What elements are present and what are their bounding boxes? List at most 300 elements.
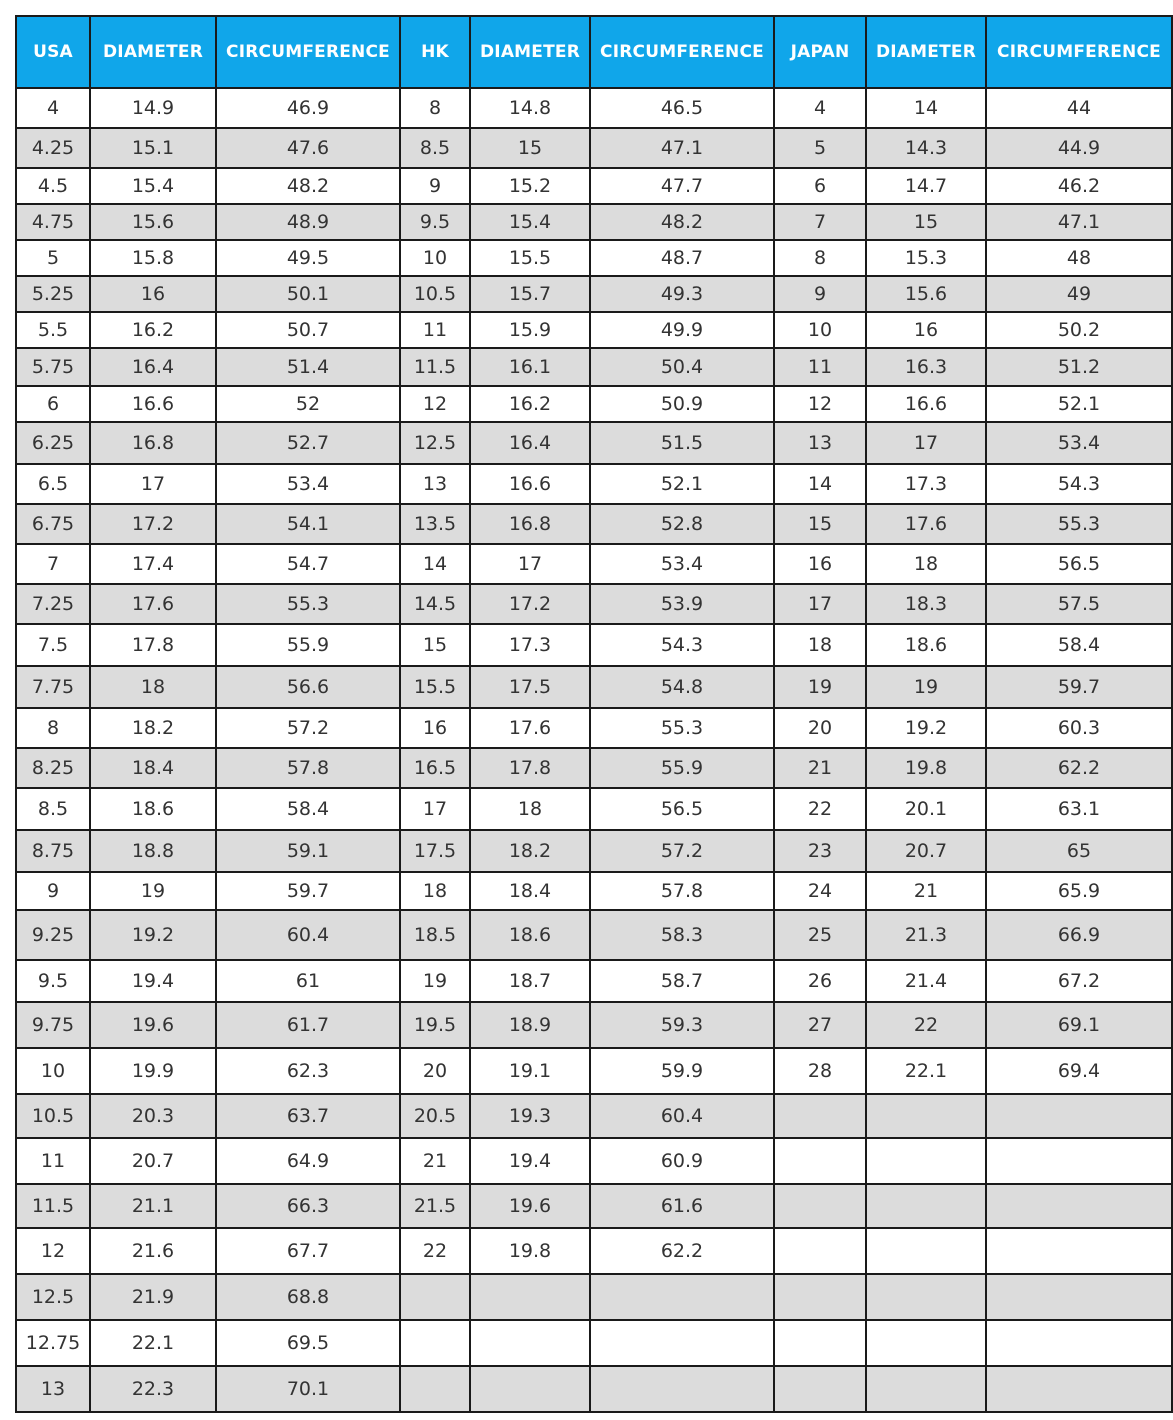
- table-cell: [774, 1184, 866, 1228]
- table-cell: 18.6: [90, 788, 216, 830]
- table-row: [16, 1048, 1172, 1094]
- table-row: [16, 504, 1172, 544]
- table-cell: 55.9: [590, 748, 774, 788]
- table-cell: 54.1: [216, 504, 400, 544]
- table-cell: 48.7: [590, 240, 774, 276]
- table-cell: 53.4: [590, 544, 774, 584]
- table-cell: 61.7: [216, 1002, 400, 1048]
- table-cell: 19.3: [470, 1094, 590, 1138]
- table-cell: 57.2: [590, 830, 774, 872]
- table-cell: 16: [774, 544, 866, 584]
- table-cell: [400, 1274, 470, 1320]
- table-cell: 15.9: [470, 312, 590, 348]
- table-cell: 27: [774, 1002, 866, 1048]
- table-cell: 49.5: [216, 240, 400, 276]
- table-cell: [986, 1228, 1172, 1274]
- table-row: [16, 830, 1172, 872]
- table-cell: [470, 1366, 590, 1412]
- table-cell: 47.6: [216, 128, 400, 168]
- table-cell: 51.4: [216, 348, 400, 386]
- table-cell: 11.5: [16, 1184, 90, 1228]
- table-row: [16, 1138, 1172, 1184]
- table-cell: 9.75: [16, 1002, 90, 1048]
- table-cell: 8.75: [16, 830, 90, 872]
- table-cell: [866, 1138, 986, 1184]
- table-cell: 21.6: [90, 1228, 216, 1274]
- table-cell: 50.4: [590, 348, 774, 386]
- table-cell: 20.3: [90, 1094, 216, 1138]
- header-hk: HK: [400, 16, 470, 88]
- table-cell: [986, 1274, 1172, 1320]
- table-cell: 22.1: [866, 1048, 986, 1094]
- table-cell: 6: [16, 386, 90, 422]
- table-cell: [774, 1366, 866, 1412]
- table-cell: 19.9: [90, 1048, 216, 1094]
- table-cell: 50.2: [986, 312, 1172, 348]
- table-cell: 18.6: [866, 624, 986, 666]
- table-cell: 17: [470, 544, 590, 584]
- header-hk-diameter: DIAMETER: [470, 16, 590, 88]
- table-cell: 55.3: [986, 504, 1172, 544]
- table-cell: 15: [866, 204, 986, 240]
- header-usa-circumference: CIRCUMFERENCE: [216, 16, 400, 88]
- header-japan-diameter: DIAMETER: [866, 16, 986, 88]
- table-cell: 14: [866, 88, 986, 128]
- table-cell: 13: [16, 1366, 90, 1412]
- table-cell: 4.25: [16, 128, 90, 168]
- table-cell: 15.7: [470, 276, 590, 312]
- table-row: [16, 584, 1172, 624]
- table-cell: 17.3: [470, 624, 590, 666]
- table-cell: 4: [774, 88, 866, 128]
- table-cell: 15.1: [90, 128, 216, 168]
- table-cell: 20: [400, 1048, 470, 1094]
- table-cell: 47.1: [986, 204, 1172, 240]
- table-cell: 15.3: [866, 240, 986, 276]
- table-row: [16, 666, 1172, 708]
- table-row: [16, 910, 1172, 960]
- table-cell: 63.7: [216, 1094, 400, 1138]
- header-usa: USA: [16, 16, 90, 88]
- table-cell: [866, 1228, 986, 1274]
- table-cell: 54.8: [590, 666, 774, 708]
- table-cell: 20.7: [866, 830, 986, 872]
- table-cell: 18.2: [90, 708, 216, 748]
- table-cell: [774, 1138, 866, 1184]
- table-cell: [866, 1366, 986, 1412]
- table-cell: 58.7: [590, 960, 774, 1002]
- table-row: [16, 1002, 1172, 1048]
- table-cell: 48.9: [216, 204, 400, 240]
- table-cell: 69.4: [986, 1048, 1172, 1094]
- table-cell: 63.1: [986, 788, 1172, 830]
- table-cell: 19: [90, 872, 216, 910]
- table-cell: 19.2: [90, 910, 216, 960]
- table-cell: 16.8: [470, 504, 590, 544]
- table-cell: 15: [774, 504, 866, 544]
- table-row: [16, 748, 1172, 788]
- table-cell: 20.1: [866, 788, 986, 830]
- table-cell: 20.5: [400, 1094, 470, 1138]
- table-cell: 9: [774, 276, 866, 312]
- table-row: [16, 168, 1172, 204]
- table-cell: 12.5: [400, 422, 470, 464]
- table-cell: 10: [16, 1048, 90, 1094]
- table-cell: 47.1: [590, 128, 774, 168]
- table-cell: 66.9: [986, 910, 1172, 960]
- table-cell: 68.8: [216, 1274, 400, 1320]
- table-cell: 19.6: [470, 1184, 590, 1228]
- table-cell: 49: [986, 276, 1172, 312]
- table-cell: [866, 1320, 986, 1366]
- table-cell: 5.75: [16, 348, 90, 386]
- table-row: [16, 88, 1172, 128]
- table-cell: 28: [774, 1048, 866, 1094]
- table-cell: 56.5: [590, 788, 774, 830]
- table-cell: 4: [16, 88, 90, 128]
- table-cell: 46.5: [590, 88, 774, 128]
- table-row: [16, 312, 1172, 348]
- table-row: [16, 960, 1172, 1002]
- table-cell: 9.25: [16, 910, 90, 960]
- table-cell: [774, 1094, 866, 1138]
- table-cell: 15.5: [400, 666, 470, 708]
- table-cell: 53.4: [986, 422, 1172, 464]
- table-cell: 19.2: [866, 708, 986, 748]
- table-cell: 48.2: [216, 168, 400, 204]
- table-cell: 19: [400, 960, 470, 1002]
- table-cell: [590, 1366, 774, 1412]
- table-cell: 53.9: [590, 584, 774, 624]
- table-cell: [866, 1094, 986, 1138]
- table-cell: 51.5: [590, 422, 774, 464]
- table-cell: 62.2: [590, 1228, 774, 1274]
- table-cell: 10.5: [400, 276, 470, 312]
- table-cell: 16.4: [90, 348, 216, 386]
- table-cell: 7: [774, 204, 866, 240]
- table-row: [16, 1184, 1172, 1228]
- table-cell: 64.9: [216, 1138, 400, 1184]
- table-cell: 56.6: [216, 666, 400, 708]
- table-cell: 62.2: [986, 748, 1172, 788]
- table-cell: 48.2: [590, 204, 774, 240]
- table-cell: 18.2: [470, 830, 590, 872]
- table-cell: 7.5: [16, 624, 90, 666]
- table-cell: 58.4: [216, 788, 400, 830]
- table-cell: 15.4: [470, 204, 590, 240]
- table-cell: 13: [774, 422, 866, 464]
- table-row: [16, 386, 1172, 422]
- table-cell: 10: [400, 240, 470, 276]
- table-cell: 15.6: [866, 276, 986, 312]
- table-cell: 18.9: [470, 1002, 590, 1048]
- header-row: [16, 16, 1172, 88]
- table-row: [16, 1320, 1172, 1366]
- table-cell: 9.5: [400, 204, 470, 240]
- table-cell: 8.25: [16, 748, 90, 788]
- table-cell: 17: [400, 788, 470, 830]
- table-cell: 19.5: [400, 1002, 470, 1048]
- table-row: [16, 422, 1172, 464]
- table-cell: 8: [400, 88, 470, 128]
- table-cell: 18: [90, 666, 216, 708]
- table-cell: 11: [16, 1138, 90, 1184]
- table-cell: 10.5: [16, 1094, 90, 1138]
- table-cell: 21.4: [866, 960, 986, 1002]
- table-cell: 60.4: [216, 910, 400, 960]
- table-cell: 9: [16, 872, 90, 910]
- table-row: [16, 240, 1172, 276]
- table-cell: 19.6: [90, 1002, 216, 1048]
- table-cell: 60.4: [590, 1094, 774, 1138]
- table-cell: 15.2: [470, 168, 590, 204]
- table-cell: 18: [400, 872, 470, 910]
- table-cell: 5: [16, 240, 90, 276]
- table-cell: 59.9: [590, 1048, 774, 1094]
- table-cell: 58.3: [590, 910, 774, 960]
- table-cell: 8.5: [16, 788, 90, 830]
- table-cell: 52.7: [216, 422, 400, 464]
- table-cell: 16.5: [400, 748, 470, 788]
- table-cell: [986, 1094, 1172, 1138]
- table-row: [16, 1274, 1172, 1320]
- table-cell: 54.3: [986, 464, 1172, 504]
- table-cell: 25: [774, 910, 866, 960]
- table-cell: 15.5: [470, 240, 590, 276]
- table-cell: 46.9: [216, 88, 400, 128]
- header-hk-circumference: CIRCUMFERENCE: [590, 16, 774, 88]
- table-cell: 55.3: [216, 584, 400, 624]
- table-cell: [866, 1184, 986, 1228]
- table-cell: 54.3: [590, 624, 774, 666]
- table-cell: 8: [774, 240, 866, 276]
- table-cell: 22.3: [90, 1366, 216, 1412]
- table-cell: 19.8: [470, 1228, 590, 1274]
- table-cell: 15.4: [90, 168, 216, 204]
- table-cell: 17.6: [866, 504, 986, 544]
- table-row: [16, 204, 1172, 240]
- table-cell: 46.2: [986, 168, 1172, 204]
- table-cell: 16.2: [90, 312, 216, 348]
- header-japan-circumference: CIRCUMFERENCE: [986, 16, 1172, 88]
- table-cell: 17: [866, 422, 986, 464]
- header-japan: JAPAN: [774, 16, 866, 88]
- table-cell: 17.8: [470, 748, 590, 788]
- table-cell: [774, 1274, 866, 1320]
- table-cell: 17.2: [90, 504, 216, 544]
- table-cell: 59.7: [216, 872, 400, 910]
- table-cell: 18: [470, 788, 590, 830]
- table-cell: 61.6: [590, 1184, 774, 1228]
- table-cell: 54.7: [216, 544, 400, 584]
- table-cell: 6: [774, 168, 866, 204]
- table-cell: 12: [774, 386, 866, 422]
- table-cell: 17.5: [470, 666, 590, 708]
- table-cell: 21: [400, 1138, 470, 1184]
- table-cell: 14.7: [866, 168, 986, 204]
- table-cell: 16.6: [90, 386, 216, 422]
- table-row: [16, 348, 1172, 386]
- table-cell: 52: [216, 386, 400, 422]
- table-cell: 18: [866, 544, 986, 584]
- table-cell: 52.8: [590, 504, 774, 544]
- table-cell: 49.3: [590, 276, 774, 312]
- table-cell: 69.5: [216, 1320, 400, 1366]
- table-cell: 7: [16, 544, 90, 584]
- table-cell: [986, 1138, 1172, 1184]
- table-cell: 59.7: [986, 666, 1172, 708]
- table-cell: 21.3: [866, 910, 986, 960]
- table-cell: 21.1: [90, 1184, 216, 1228]
- table-cell: 16: [400, 708, 470, 748]
- table-cell: 17.2: [470, 584, 590, 624]
- table-cell: 17.5: [400, 830, 470, 872]
- table-cell: [590, 1274, 774, 1320]
- table-cell: 69.1: [986, 1002, 1172, 1048]
- table-row: [16, 544, 1172, 584]
- table-cell: 13: [400, 464, 470, 504]
- table-cell: 12: [16, 1228, 90, 1274]
- table-cell: 13.5: [400, 504, 470, 544]
- table-cell: 9: [400, 168, 470, 204]
- table-cell: 18.5: [400, 910, 470, 960]
- table-cell: 61: [216, 960, 400, 1002]
- table-cell: 22: [774, 788, 866, 830]
- table-cell: 67.2: [986, 960, 1172, 1002]
- table-cell: 58.4: [986, 624, 1172, 666]
- table-cell: 19.4: [90, 960, 216, 1002]
- table-cell: 22: [866, 1002, 986, 1048]
- table-cell: 52.1: [590, 464, 774, 504]
- table-cell: 48: [986, 240, 1172, 276]
- table-cell: 21.5: [400, 1184, 470, 1228]
- table-cell: 17.6: [470, 708, 590, 748]
- table-cell: 6.75: [16, 504, 90, 544]
- table-cell: 49.9: [590, 312, 774, 348]
- table-cell: 70.1: [216, 1366, 400, 1412]
- table-cell: [774, 1320, 866, 1366]
- table-cell: 12: [400, 386, 470, 422]
- table-row: [16, 624, 1172, 666]
- table-cell: 19.4: [470, 1138, 590, 1184]
- table-cell: 18.4: [90, 748, 216, 788]
- table-cell: [986, 1184, 1172, 1228]
- table-cell: 18.6: [470, 910, 590, 960]
- table-cell: 16: [90, 276, 216, 312]
- table-cell: 14.5: [400, 584, 470, 624]
- table-cell: 10: [774, 312, 866, 348]
- table-cell: 5.5: [16, 312, 90, 348]
- table-cell: 21.9: [90, 1274, 216, 1320]
- table-cell: 14.9: [90, 88, 216, 128]
- table-cell: 22.1: [90, 1320, 216, 1366]
- table-row: [16, 128, 1172, 168]
- table-cell: 18: [774, 624, 866, 666]
- table-cell: 18.7: [470, 960, 590, 1002]
- table-cell: 50.9: [590, 386, 774, 422]
- table-row: [16, 1094, 1172, 1138]
- table-cell: 65.9: [986, 872, 1172, 910]
- table-cell: 16.2: [470, 386, 590, 422]
- table-cell: 60.3: [986, 708, 1172, 748]
- table-cell: 17: [90, 464, 216, 504]
- table-body: [16, 88, 1172, 1412]
- table-cell: 19.1: [470, 1048, 590, 1094]
- table-cell: 22: [400, 1228, 470, 1274]
- table-cell: [590, 1320, 774, 1366]
- table-cell: 57.2: [216, 708, 400, 748]
- table-cell: 18.8: [90, 830, 216, 872]
- table-cell: [470, 1320, 590, 1366]
- table-cell: 14: [774, 464, 866, 504]
- table-cell: 5: [774, 128, 866, 168]
- table-cell: 16.8: [90, 422, 216, 464]
- table-cell: 19.8: [866, 748, 986, 788]
- table-cell: 15.6: [90, 204, 216, 240]
- table-row: [16, 1228, 1172, 1274]
- table-cell: 47.7: [590, 168, 774, 204]
- table-cell: 19: [774, 666, 866, 708]
- table-cell: 11.5: [400, 348, 470, 386]
- table-cell: 14.8: [470, 88, 590, 128]
- table-cell: 15.8: [90, 240, 216, 276]
- table-cell: 23: [774, 830, 866, 872]
- table-cell: 6.25: [16, 422, 90, 464]
- ring-size-table: [15, 15, 1173, 1413]
- table-cell: 57.8: [590, 872, 774, 910]
- table-cell: 51.2: [986, 348, 1172, 386]
- table-cell: 20: [774, 708, 866, 748]
- table-cell: [400, 1366, 470, 1412]
- table-cell: 16.3: [866, 348, 986, 386]
- table-cell: 66.3: [216, 1184, 400, 1228]
- table-cell: 50.7: [216, 312, 400, 348]
- table-row: [16, 788, 1172, 830]
- table-cell: 12.75: [16, 1320, 90, 1366]
- table-cell: 14: [400, 544, 470, 584]
- table-cell: 50.1: [216, 276, 400, 312]
- table-cell: 15: [400, 624, 470, 666]
- table-cell: 57.5: [986, 584, 1172, 624]
- table-cell: 24: [774, 872, 866, 910]
- table-cell: 59.3: [590, 1002, 774, 1048]
- table-cell: 12.5: [16, 1274, 90, 1320]
- table-cell: 15: [470, 128, 590, 168]
- table-cell: 59.1: [216, 830, 400, 872]
- table-cell: [986, 1320, 1172, 1366]
- table-cell: 11: [400, 312, 470, 348]
- table-cell: 11: [774, 348, 866, 386]
- table-cell: 26: [774, 960, 866, 1002]
- table-row: [16, 708, 1172, 748]
- table-cell: 6.5: [16, 464, 90, 504]
- table-cell: 44: [986, 88, 1172, 128]
- table-cell: 67.7: [216, 1228, 400, 1274]
- table-cell: 57.8: [216, 748, 400, 788]
- table-cell: 17.4: [90, 544, 216, 584]
- table-cell: 21: [866, 872, 986, 910]
- table-row: [16, 464, 1172, 504]
- table-cell: 60.9: [590, 1138, 774, 1184]
- table-cell: 18.4: [470, 872, 590, 910]
- table-cell: 56.5: [986, 544, 1172, 584]
- table-cell: 7.25: [16, 584, 90, 624]
- table-cell: 53.4: [216, 464, 400, 504]
- table-cell: 17.3: [866, 464, 986, 504]
- table-cell: 4.5: [16, 168, 90, 204]
- table-cell: 16.6: [866, 386, 986, 422]
- table-cell: 52.1: [986, 386, 1172, 422]
